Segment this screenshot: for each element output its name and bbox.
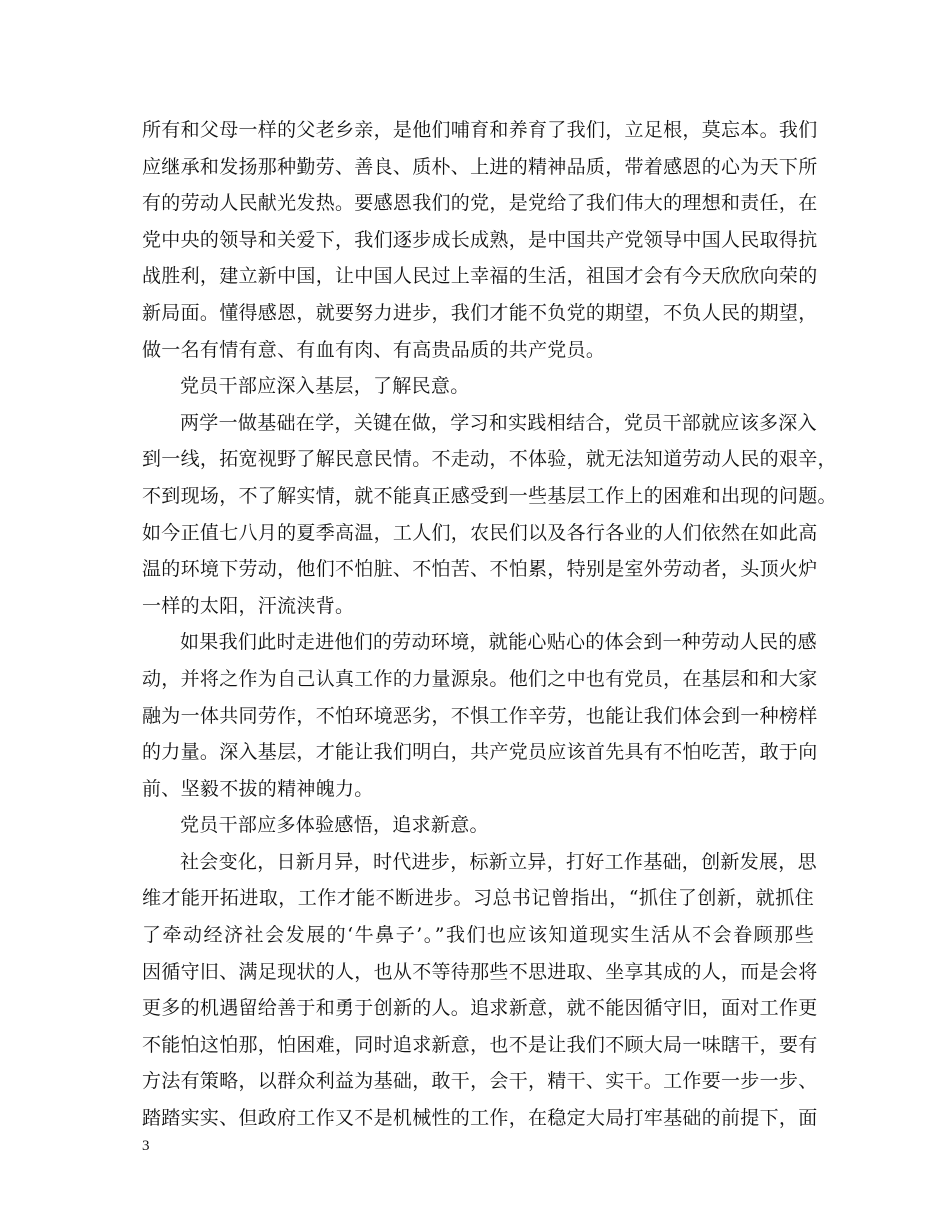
text-line: 更多的机遇留给善于和勇于创新的人。追求新意，就不能因循守旧，面对工作更 [142, 997, 818, 1020]
text-line: 不能怕这怕那，怕困难，同时追求新意，也不是让我们不顾大局一味瞎干，要有 [142, 1033, 818, 1056]
text-line: 前、坚毅不拔的精神魄力。 [142, 777, 374, 800]
text-line: 新局面。懂得感恩，就要努力进步，我们才能不负党的期望，不负人民的期望， [142, 301, 818, 324]
text-line: 战胜利，建立新中国，让中国人民过上幸福的生活，祖国才会有今天欣欣向荣的 [142, 265, 818, 288]
text-line: 社会变化，日新月异，时代进步，标新立异，打好工作基础，创新发展，思 [180, 850, 817, 873]
text-line: 因循守旧、满足现状的人，也从不等待那些不思进取、坐享其成的人，而是会将 [142, 960, 818, 983]
text-line: 方法有策略，以群众利益为基础，敢干，会干，精干、实干。工作要一步一步、 [142, 1070, 818, 1093]
text-line: 维才能开拓进取，工作才能不断进步。习总书记曾指出，“抓住了创新，就抓住 [142, 887, 814, 910]
body-text [142, 112, 837, 1137]
text-line: 到一线，拓宽视野了解民意民情。不走动，不体验，就无法知道劳动人民的艰辛， [142, 448, 837, 471]
text-line: 如今正值七八月的夏季高温，工人们，农民们以及各行各业的人们依然在如此高 [142, 521, 818, 544]
text-line: 应继承和发扬那种勤劳、善良、质朴、上进的精神品质，带着感恩的心为天下所 [142, 155, 818, 178]
text-line: 党员干部应多体验感悟，追求新意。 [180, 814, 489, 837]
text-line: 两学一做基础在学，关键在做，学习和实践相结合，党员干部就应该多深入 [180, 411, 817, 434]
text-line: 党员干部应深入基层，了解民意。 [180, 375, 470, 398]
text-line: 踏踏实实、但政府工作又不是机械性的工作，在稳定大局打牢基础的前提下，面 [142, 1107, 818, 1130]
text-line: 动，并将之作为自己认真工作的力量源泉。他们之中也有党员，在基层和和大家 [142, 667, 818, 690]
text-line: 不到现场，不了解实情，就不能真正感受到一些基层工作上的困难和出现的问题。 [142, 484, 837, 507]
text-line: 的力量。深入基层，才能让我们明白，共产党员应该首先具有不怕吃苦，敢于向 [142, 741, 818, 764]
text-line: 温的环境下劳动，他们不怕脏、不怕苦、不怕累，特别是室外劳动者，头顶火炉 [142, 558, 818, 581]
text-line: 做一名有情有意、有血有肉、有高贵品质的共产党员。 [142, 338, 606, 361]
text-line: 了牵动经济社会发展的‘牛鼻子’。”我们也应该知道现实生活从不会眷顾那些 [142, 924, 814, 947]
text-line: 如果我们此时走进他们的劳动环境，就能心贴心的体会到一种劳动人民的感 [180, 631, 817, 654]
text-line: 党中央的领导和关爱下，我们逐步成长成熟，是中国共产党领导中国人民取得抗 [142, 228, 818, 251]
text-line: 一样的太阳，汗流浃背。 [142, 594, 355, 617]
text-line: 所有和父母一样的父老乡亲，是他们哺育和养育了我们，立足根，莫忘本。我们 [142, 119, 818, 141]
text-line: 有的劳动人民献光发热。要感恩我们的党，是党给了我们伟大的理想和责任，在 [142, 192, 818, 215]
page-number: 3 [142, 1138, 150, 1154]
text-line: 融为一体共同劳作，不怕环境恶劣，不惧工作辛劳，也能让我们体会到一种榜样 [142, 704, 818, 727]
